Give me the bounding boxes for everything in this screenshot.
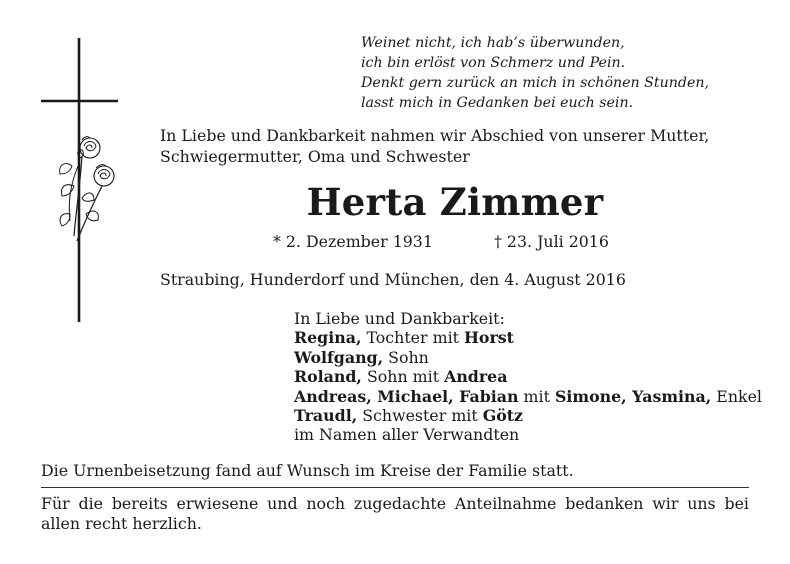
family-member-name: Regina,	[294, 328, 362, 348]
family-member-name: Roland,	[294, 367, 362, 387]
family-relation: Schwester mit	[357, 406, 483, 426]
family-relation: mit	[518, 386, 555, 406]
family-relation: Sohn mit	[361, 367, 445, 387]
family-partner-name: Andrea	[444, 367, 508, 387]
family-relation: Tochter mit	[361, 328, 464, 348]
family-line	[294, 348, 762, 367]
family-member-name: Traudl,	[294, 406, 358, 426]
intro-line: In Liebe und Dankbarkeit nahmen wir Abschied von unserer Mutter,	[160, 126, 710, 145]
place-and-date: Straubing, Hunderdorf und München, den 4. August 2016	[160, 270, 626, 289]
intro-text	[160, 125, 709, 167]
poem-line: Weinet nicht, ich hab’s überwunden,	[361, 35, 625, 51]
family-line	[294, 328, 762, 347]
poem-line: Denkt gern zurück an mich in schönen Stunden,	[361, 75, 709, 91]
family-relation: Sohn	[383, 347, 429, 367]
family-line	[294, 406, 762, 425]
divider	[41, 487, 749, 488]
poem-line: lasst mich in Gedanken bei euch sein.	[361, 95, 634, 111]
cross-with-roses-icon	[30, 36, 130, 326]
intro-line: Schwiegermutter, Oma und Schwester	[160, 147, 470, 166]
thanks-notice: Für die bereits erwiesene und noch zugedachte Anteilnahme bedanken wir uns bei allen recht herzlich.	[41, 494, 749, 533]
family-line	[294, 367, 762, 386]
death-date: † 23. Juli 2016	[494, 232, 609, 251]
family-line	[294, 387, 762, 406]
family-partner-name: Simone, Yasmina,	[554, 386, 712, 406]
family-footer: im Namen aller Verwandten	[294, 425, 520, 445]
family-partner-name: Horst	[464, 328, 514, 348]
urn-notice: Die Urnenbeisetzung fand auf Wunsch im Kreise der Familie statt.	[41, 461, 574, 480]
birth-date: * 2. Dezember 1931	[273, 232, 433, 251]
poem	[361, 33, 709, 113]
family-header: In Liebe und Dankbarkeit:	[294, 309, 505, 328]
poem-line: ich bin erlöst von Schmerz und Pein.	[361, 55, 626, 71]
family-relation: Enkel	[711, 386, 762, 406]
family-member-name: Andreas, Michael, Fabian	[294, 386, 519, 406]
deceased-name: Herta Zimmer	[306, 180, 604, 224]
family-member-name: Wolfgang,	[294, 347, 384, 367]
family-list	[294, 309, 762, 445]
family-partner-name: Götz	[482, 406, 524, 426]
